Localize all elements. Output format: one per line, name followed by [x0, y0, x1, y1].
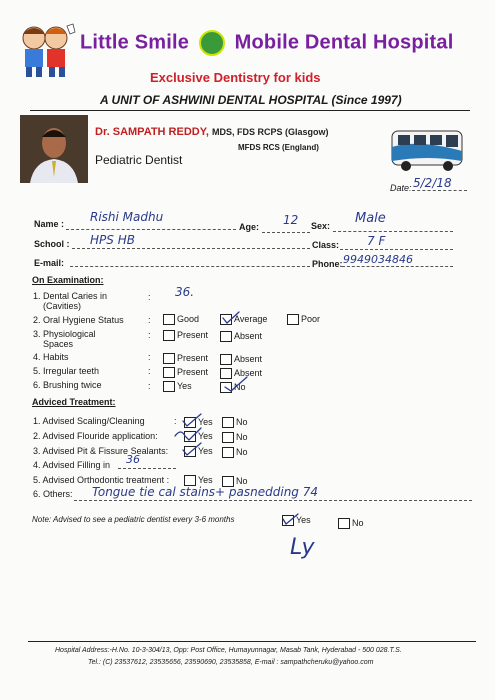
- exam-item-label: Brushing twice: [43, 380, 102, 390]
- option-label: No: [236, 417, 248, 427]
- treatment-item-label: Advised Pit & Fissure Sealants:: [42, 446, 169, 456]
- name-value: Rishi Madhu: [90, 210, 164, 224]
- phone-value: 9949034846: [343, 253, 413, 266]
- date-label: Date:: [390, 183, 412, 193]
- exam-item-number: 4.: [33, 352, 41, 362]
- option-label: No: [352, 518, 364, 528]
- exam-item-label-2: (Cavities): [43, 301, 82, 311]
- doctor-name: Dr. SAMPATH REDDY,: [95, 126, 209, 138]
- check-mark-icon: [225, 377, 247, 391]
- treatment-item-number: 5.: [33, 475, 41, 485]
- check-mark-icon: [183, 414, 201, 426]
- treatment-item-label: Others:: [43, 489, 73, 499]
- option-label: Average: [234, 314, 268, 324]
- school-label: School :: [34, 239, 70, 249]
- footer-address: Hospital Address:-H.No. 10-3-304/13, Opp: Post Office, Humayunnagar, Masab Tank, Hyderabad - 500 028.T.S.: [55, 647, 402, 654]
- exam-item-number: 2.: [33, 315, 41, 325]
- name-label: Name :: [34, 219, 65, 229]
- check-mark-icon: [183, 443, 201, 455]
- sex-label: Sex:: [311, 221, 331, 231]
- option-label: No: [236, 432, 248, 442]
- unit-line: A UNIT OF ASHWINI DENTAL HOSPITAL (Since 1997): [100, 93, 402, 107]
- footer-divider: [28, 641, 476, 642]
- phone-label: Phone:: [312, 259, 343, 269]
- doctor-qualifications-2: MFDS RCS (England): [238, 143, 319, 152]
- doctor-qualifications: MDS, FDS RCPS (Glasgow): [211, 127, 329, 137]
- treatment-item-label: Advised Orthodontic treatment :: [42, 475, 170, 485]
- age-value: 12: [283, 213, 299, 227]
- treatment-item-label: Advised Flouride application:: [42, 431, 158, 441]
- treatment-item-number: 6.: [33, 489, 41, 499]
- exam-item-label: Physiological: [43, 329, 96, 339]
- exam-item-number: 5.: [33, 366, 41, 376]
- exam-item-label: Dental Caries in: [43, 291, 108, 301]
- option-label: Absent: [234, 354, 263, 364]
- treatment-heading: Adviced Treatment:: [32, 397, 116, 407]
- check-mark-icon: [223, 312, 239, 323]
- school-value: HPS HB: [90, 233, 135, 247]
- treatment-item-label: Advised Scaling/Cleaning: [42, 416, 145, 426]
- exam-item-label-2: Spaces: [43, 339, 74, 349]
- check-mark-icon: [175, 428, 201, 440]
- treatment-item-number: 4.: [33, 460, 41, 470]
- doctor-specialty: Pediatric Dentist: [95, 153, 183, 167]
- option-label: Yes: [177, 381, 192, 391]
- examination-heading: On Examination:: [32, 275, 104, 285]
- filling-value: 36: [126, 453, 140, 466]
- footer-contact: Tel.: (C) 23537612, 23535656, 23590690, 23535858, E-mail : sampathcheruku@yahoo.com: [88, 659, 374, 666]
- check-mark-icon: [283, 514, 298, 524]
- treatment-item-number: 1.: [33, 416, 41, 426]
- option-label: Yes: [198, 431, 213, 441]
- class-value: 7 F: [367, 234, 386, 248]
- option-label: Good: [177, 314, 200, 324]
- option-label: Yes: [198, 446, 213, 456]
- recall-note: Note: Advised to see a pediatric dentist every 3-6 months: [32, 515, 235, 524]
- date-value: 5/2/18: [413, 176, 452, 190]
- option-label: Absent: [234, 368, 263, 378]
- treatment-item-label: Advised Filling in: [42, 460, 111, 470]
- class-label: Class:: [312, 240, 340, 250]
- exam-item-label: Irregular teeth: [43, 366, 100, 376]
- exam-item-number: 3.: [33, 329, 41, 339]
- caries-value: 36.: [175, 285, 195, 299]
- option-label: Present: [177, 367, 209, 377]
- signature: Ly: [290, 535, 315, 560]
- exam-item-number: 6.: [33, 380, 41, 390]
- email-label: E-mail:: [34, 258, 65, 268]
- option-label: Yes: [198, 417, 213, 427]
- option-label: Present: [177, 330, 209, 340]
- exam-item-label: Oral Hygiene Status: [43, 315, 124, 325]
- clinic-title-part2: Mobile Dental Hospital: [234, 31, 454, 54]
- treatment-item-number: 3.: [33, 446, 41, 456]
- option-label: Yes: [296, 515, 311, 525]
- option-label: No: [234, 382, 246, 392]
- clinic-title-part1: Little Smile: [80, 31, 190, 54]
- option-label: Poor: [301, 314, 321, 324]
- tagline: Exclusive Dentistry for kids: [150, 70, 321, 85]
- option-label: Yes: [198, 475, 213, 485]
- age-label: Age:: [239, 222, 259, 232]
- option-label: No: [236, 476, 248, 486]
- option-label: Absent: [234, 331, 263, 341]
- exam-item-number: 1.: [33, 291, 41, 301]
- option-label: Present: [177, 353, 209, 363]
- others-value: Tongue tie cal stains+ pasnedding 74: [92, 485, 319, 499]
- option-label: No: [236, 447, 248, 457]
- sex-value: Male: [355, 211, 386, 226]
- treatment-item-number: 2.: [33, 431, 41, 441]
- exam-item-label: Habits: [43, 352, 69, 362]
